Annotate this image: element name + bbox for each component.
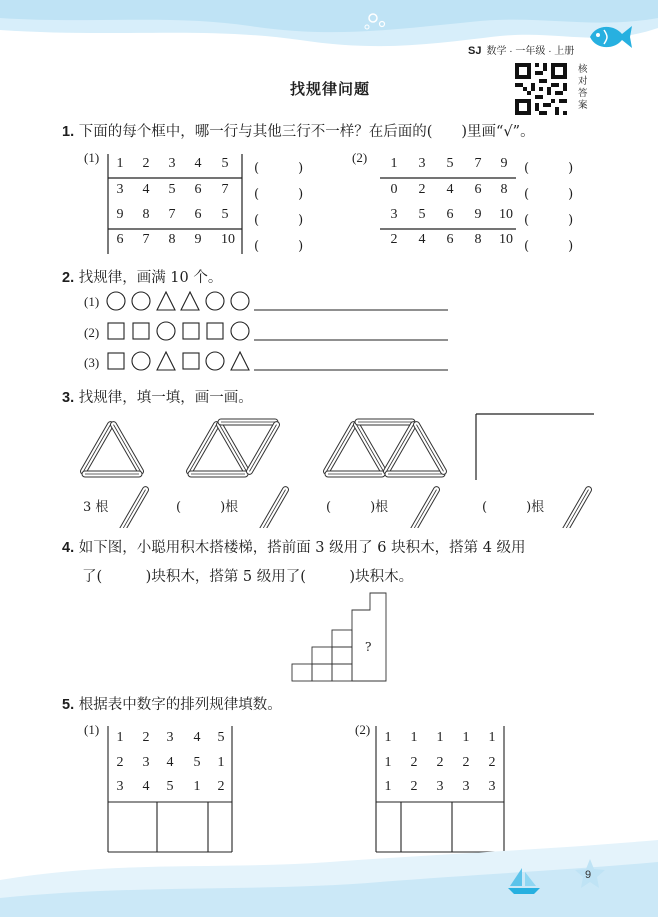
q5-table1-label: (1) bbox=[84, 722, 100, 737]
q5-table2-label: (2) bbox=[355, 722, 371, 737]
table-cell: 7 bbox=[221, 182, 229, 197]
table-cell: 2 bbox=[410, 779, 418, 794]
page-title: 找规律问题 bbox=[290, 80, 371, 98]
q3-prompt: 3. 找规律，填一填，画一画。 bbox=[62, 390, 253, 406]
table-cell: 4 bbox=[166, 755, 174, 770]
table-cell: 1 bbox=[436, 730, 444, 745]
q4-prompt-line2: 了( )块积木，搭第 5 级用了( )块积木。 bbox=[82, 569, 414, 585]
square-shape bbox=[183, 353, 199, 369]
q1-t1-answer-2[interactable]: ( ) bbox=[254, 187, 304, 202]
triangle-shape bbox=[231, 352, 249, 370]
q1-t2-answer-4[interactable]: ( ) bbox=[524, 239, 574, 254]
table-cell: 1 bbox=[384, 755, 392, 770]
q2-row3-label: (3) bbox=[84, 355, 100, 370]
table-cell: 4 bbox=[194, 156, 202, 171]
q1-prompt: 1. 下面的每个框中，哪一行与其他三行不一样？在后面的( )里画“√”。 bbox=[62, 124, 535, 140]
table-cell: 5 bbox=[168, 182, 176, 197]
table-cell: 5 bbox=[217, 730, 225, 745]
table-cell: 6 bbox=[194, 182, 202, 197]
table-cell: 9 bbox=[116, 207, 124, 222]
table-cell: 5 bbox=[418, 207, 426, 222]
table-cell: 10 bbox=[221, 232, 235, 247]
triangle-figure-3 bbox=[322, 419, 447, 477]
table-cell: 8 bbox=[168, 232, 176, 247]
q1-t1-answer-4[interactable]: ( ) bbox=[254, 239, 304, 254]
circle-shape bbox=[107, 292, 125, 310]
table-cell: 3 bbox=[390, 207, 398, 222]
table-cell: 2 bbox=[116, 755, 124, 770]
table-cell: 3 bbox=[462, 779, 470, 794]
triangle-figure-2 bbox=[185, 419, 280, 477]
q1-table2-label: (2) bbox=[352, 150, 368, 165]
table-cell: 2 bbox=[462, 755, 470, 770]
qr-caption: 核 对 答 案 bbox=[578, 64, 588, 111]
table-cell: 6 bbox=[446, 207, 454, 222]
header-series: SJ 数学 · 一年级 · 上册 bbox=[468, 45, 575, 57]
table-cell: 2 bbox=[390, 232, 398, 247]
bottom-wave-decoration bbox=[0, 840, 658, 917]
table-cell: 3 bbox=[142, 755, 150, 770]
table-cell: 6 bbox=[194, 207, 202, 222]
table-cell: 3 bbox=[488, 779, 496, 794]
square-shape bbox=[108, 323, 124, 339]
table-cell: 2 bbox=[142, 730, 150, 745]
table-cell: 2 bbox=[217, 779, 225, 794]
table-cell: 1 bbox=[384, 779, 392, 794]
table-cell: 5 bbox=[221, 207, 229, 222]
q1-t2-answer-1[interactable]: ( ) bbox=[524, 161, 574, 176]
q4-prompt-line1: 4. 如下图，小聪用积木搭楼梯，搭前面 3 级用了 6 块积木，搭第 4 级用 bbox=[62, 540, 526, 556]
square-shape bbox=[207, 323, 223, 339]
q4-staircase bbox=[290, 588, 400, 684]
q2-prompt: 2. 找规律，画满 10 个。 bbox=[62, 270, 223, 286]
q4-question-mark: ? bbox=[365, 640, 372, 654]
table-cell: 5 bbox=[446, 156, 454, 171]
top-wave-decoration bbox=[0, 0, 658, 70]
header-subject: 数学 · 一年级 · 上册 bbox=[486, 46, 575, 57]
table-cell: 4 bbox=[142, 182, 150, 197]
table-cell: 7 bbox=[142, 232, 150, 247]
circle-shape bbox=[132, 352, 150, 370]
table-cell: 4 bbox=[446, 182, 454, 197]
q1-t2-answer-3[interactable]: ( ) bbox=[524, 213, 574, 228]
q1-table1-label: (1) bbox=[84, 150, 100, 165]
table-cell: 1 bbox=[462, 730, 470, 745]
table-cell: 2 bbox=[488, 755, 496, 770]
circle-shape bbox=[132, 292, 150, 310]
table-cell: 1 bbox=[488, 730, 496, 745]
table-cell: 3 bbox=[436, 779, 444, 794]
circle-shape bbox=[206, 292, 224, 310]
drawing-box bbox=[476, 414, 594, 480]
square-shape bbox=[108, 353, 124, 369]
table-cell: 3 bbox=[166, 730, 174, 745]
table-cell: 4 bbox=[418, 232, 426, 247]
q3-caption-2[interactable]: ( )根 bbox=[176, 500, 239, 515]
square-shape bbox=[133, 323, 149, 339]
square-shape bbox=[183, 323, 199, 339]
table-cell: 1 bbox=[410, 730, 418, 745]
fish-icon bbox=[588, 22, 634, 52]
q3-caption-1: 3 根 bbox=[83, 500, 109, 515]
table-cell: 3 bbox=[418, 156, 426, 171]
circle-shape bbox=[206, 352, 224, 370]
q2-row1-label: (1) bbox=[84, 294, 100, 309]
table-cell: 2 bbox=[436, 755, 444, 770]
table-cell: 3 bbox=[116, 182, 124, 197]
table-cell: 9 bbox=[194, 232, 202, 247]
table-cell: 1 bbox=[116, 730, 124, 745]
table-cell: 4 bbox=[193, 730, 201, 745]
q3-caption-3[interactable]: ( )根 bbox=[326, 500, 389, 515]
table-cell: 3 bbox=[168, 156, 176, 171]
page-number: 9 bbox=[585, 869, 592, 881]
table-cell: 5 bbox=[166, 779, 174, 794]
table-cell: 7 bbox=[168, 207, 176, 222]
q5-prompt: 5. 根据表中数字的排列规律填数。 bbox=[62, 697, 282, 713]
q1-t2-answer-2[interactable]: ( ) bbox=[524, 187, 574, 202]
table-cell: 1 bbox=[217, 755, 225, 770]
table-cell: 6 bbox=[116, 232, 124, 247]
table-cell: 8 bbox=[142, 207, 150, 222]
qr-code[interactable] bbox=[515, 63, 567, 115]
table-cell: 6 bbox=[446, 232, 454, 247]
table-cell: 9 bbox=[474, 207, 482, 222]
triangle-shape bbox=[157, 352, 175, 370]
table-cell: 2 bbox=[418, 182, 426, 197]
table-cell: 2 bbox=[410, 755, 418, 770]
table-cell: 6 bbox=[474, 182, 482, 197]
triangle-shape bbox=[157, 292, 175, 310]
table-cell: 4 bbox=[142, 779, 150, 794]
table-cell: 1 bbox=[384, 730, 392, 745]
circle-shape bbox=[157, 322, 175, 340]
circle-shape bbox=[231, 292, 249, 310]
table-cell: 1 bbox=[116, 156, 124, 171]
triangle-shape bbox=[181, 292, 199, 310]
table-cell: 10 bbox=[499, 207, 513, 222]
q2-row2-label: (2) bbox=[84, 325, 100, 340]
table-cell: 1 bbox=[390, 156, 398, 171]
q3-caption-4[interactable]: ( )根 bbox=[482, 500, 545, 515]
table-cell: 0 bbox=[390, 182, 398, 197]
circle-shape bbox=[231, 322, 249, 340]
table-cell: 10 bbox=[499, 232, 513, 247]
table-cell: 7 bbox=[474, 156, 482, 171]
q2-shape-rows bbox=[100, 288, 460, 378]
q1-t1-answer-1[interactable]: ( ) bbox=[254, 161, 304, 176]
triangle-figure-1 bbox=[79, 421, 144, 477]
table-cell: 5 bbox=[221, 156, 229, 171]
table-cell: 3 bbox=[116, 779, 124, 794]
sailboat-icon bbox=[506, 866, 542, 896]
table-cell: 8 bbox=[500, 182, 508, 197]
table-cell: 2 bbox=[142, 156, 150, 171]
table-cell: 8 bbox=[474, 232, 482, 247]
table-cell: 9 bbox=[500, 156, 508, 171]
q1-t1-answer-3[interactable]: ( ) bbox=[254, 213, 304, 228]
table-cell: 5 bbox=[193, 755, 201, 770]
table-cell: 1 bbox=[193, 779, 201, 794]
